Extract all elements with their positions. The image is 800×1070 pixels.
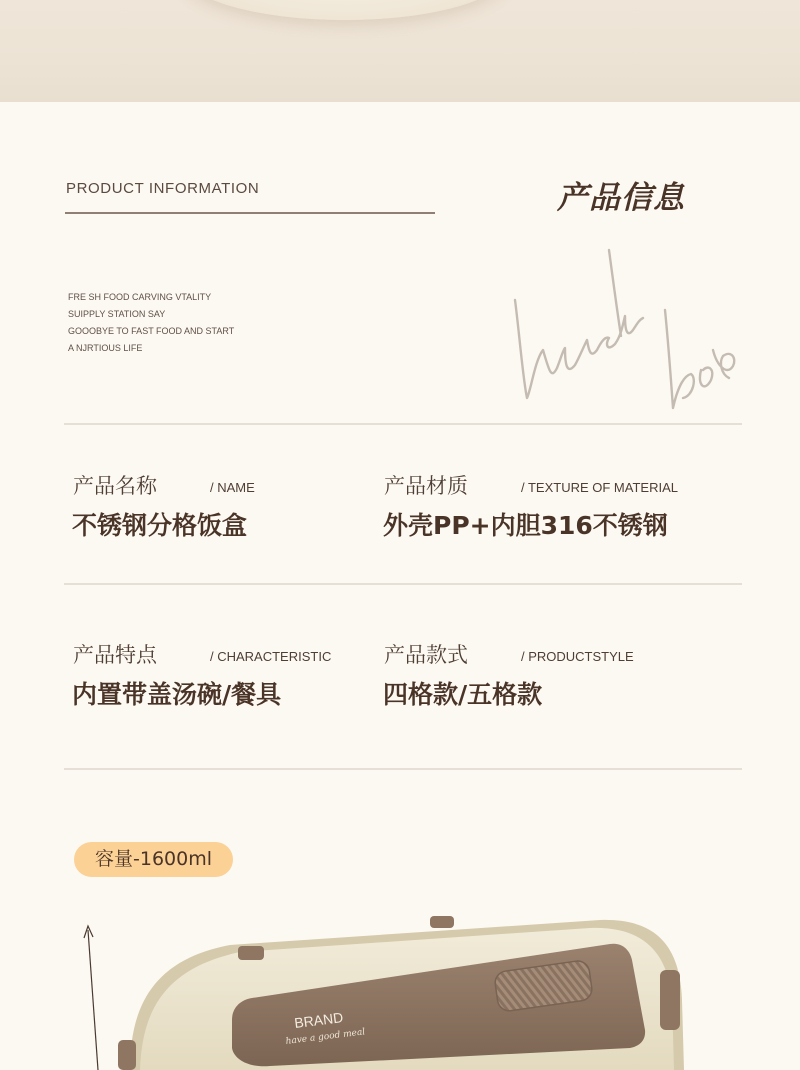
spec-value: 四格款/五格款: [383, 680, 543, 709]
tagline-line: FRE SH FOOD CARVING VTALITY: [68, 292, 212, 302]
spec-label-en: / CHARACTERISTIC: [210, 649, 332, 664]
divider: [64, 583, 742, 585]
divider: [64, 423, 742, 425]
spec-label-en: / TEXTURE OF MATERIAL: [521, 480, 678, 495]
spec-label-en: / PRODUCTSTYLE: [521, 649, 634, 664]
capacity-badge: 容量-1600ml: [74, 842, 233, 877]
lunch-box-photo: [0, 890, 800, 1070]
lunch-box-script-art: [505, 240, 745, 420]
spec-label-cn: 产品材质: [384, 474, 468, 498]
spec-label-cn: 产品特点: [73, 643, 157, 667]
tagline: [68, 291, 234, 359]
divider: [64, 768, 742, 770]
heading-underline: [65, 212, 435, 214]
spec-value: 内置带盖汤碗/餐具: [72, 680, 282, 709]
tagline-line: GOOOBYE TO FAST FOOD AND START: [68, 326, 235, 336]
spec-label-cn: 产品名称: [73, 474, 157, 498]
slogan-text: have a good meal: [285, 1027, 366, 1047]
section-title-cn: 产品信息: [557, 180, 685, 216]
spec-label-en: / NAME: [210, 480, 255, 495]
section-title-en: PRODUCT INFORMATION: [66, 180, 260, 197]
dimension-arrow: [84, 926, 98, 1070]
spec-value: 不锈钢分格饭盒: [72, 511, 248, 540]
tagline-line: SUIPPLY STATION SAY: [68, 309, 166, 319]
brand-text: BRAND: [293, 1009, 345, 1031]
bowl-image: [180, 0, 510, 20]
tagline-line: A NJRTIOUS LIFE: [68, 343, 143, 353]
spec-label-cn: 产品款式: [384, 643, 468, 667]
top-product-photo: [0, 0, 800, 102]
spec-value: 外壳PP+内胆316不锈钢: [383, 511, 668, 540]
